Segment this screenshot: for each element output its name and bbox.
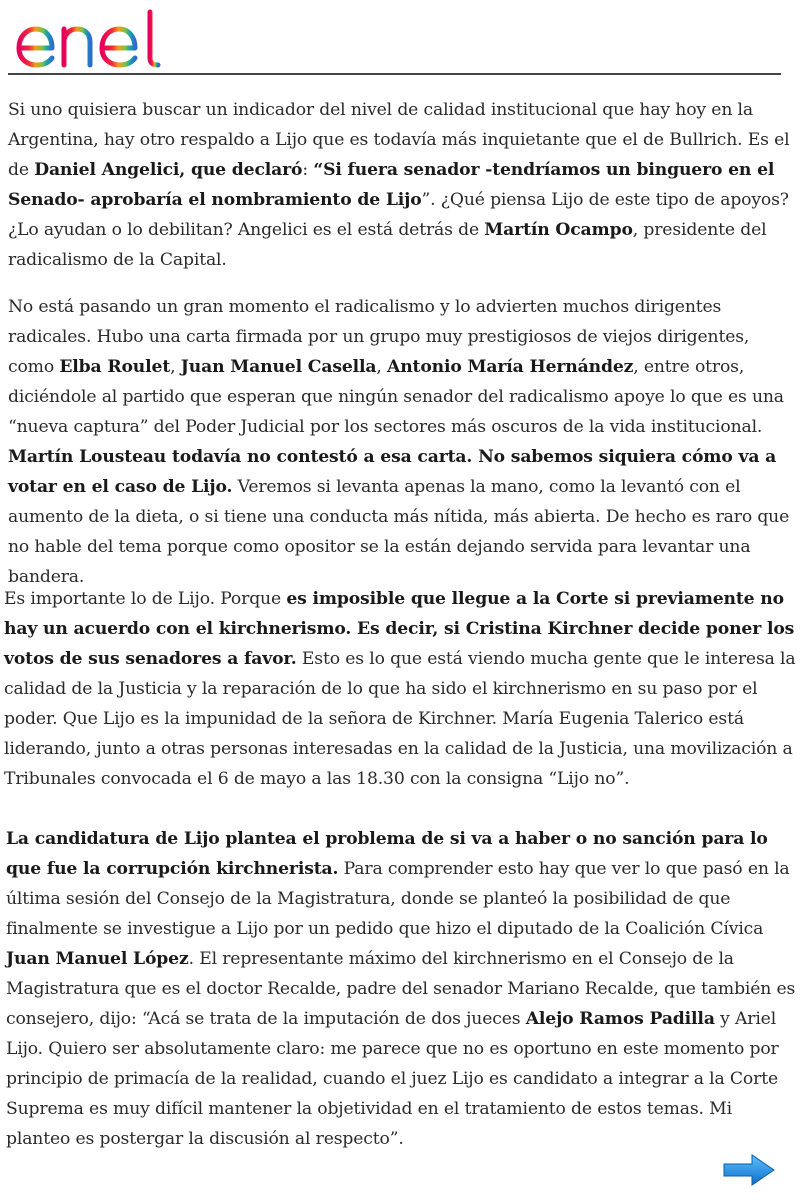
enel-logo[interactable] xyxy=(14,8,179,74)
next-page-button[interactable] xyxy=(722,1152,776,1188)
article-paragraph-2: No está pasando un gran momento el radicalismo y lo advierten muchos dirigentes radicales. Hubo una carta firmada por un grupo muy prestigiosos de viejos dirigentes, como Elba Roulet, Juan Manuel Casella, Antonio María Hernández, entre otros, diciéndole al partido que esperan que ningún senador del radicalismo apoye lo que es una “nueva captura” del Poder Judicial por los sectores más oscuros de la vida institucional. Martín Lousteau todavía no contestó a esa carta. No sabemos siquiera cómo va a votar en el caso de Lijo. Veremos si levanta apenas la mano, como la levantó con el aumento de la dieta, o si tiene una conducta más nítida, más abierta. De hecho es raro que no hable del tema porque como opositor se la están dejando servida para levantar una bandera. xyxy=(8,297,790,587)
enel-logo-icon xyxy=(14,8,179,70)
article-paragraph-1: Si uno quisiera buscar un indicador del nivel de calidad institucional que hay hoy en la Argentina, hay otro respaldo a Lijo que es todavía más inquietante que el de Bullrich. Es el de Daniel Angelici, que declaró: “Si fuera senador -tendríamos un binguero en el Senado- aprobaría el nombramiento de Lijo”. ¿Qué piensa Lijo de este tipo de apoyos? ¿Lo ayudan o lo debilitan? Angelici es el está detrás de Martín Ocampo, presidente del radicalismo de la Capital. xyxy=(8,100,790,270)
header xyxy=(0,0,800,80)
article-paragraph-4: La candidatura de Lijo plantea el problema de si va a haber o no sanción para lo que fue la corrupción kirchnerista. Para comprender esto hay que ver lo que pasó en la última sesión del Consejo de la Magistratura, donde se planteó la posibilidad de que finalmente se investigue a Lijo por un pedido que hizo el diputado de la Coalición Cívica Juan Manuel López. El representante máximo del kirchnerismo en el Consejo de la Magistratura que es el doctor Recalde, padre del senador Mariano Recalde, que también es consejero, dijo: “Acá se trata de la imputación de dos jueces Alejo Ramos Padilla y Ariel Lijo. Quiero ser absolutamente claro: me parece que no es oportuno en este momento por principio de primacía de la realidad, cuando el juez Lijo es candidato a integrar a la Corte Suprema es muy difícil mantener la objetividad en el tratamiento de estos temas. Mi planteo es postergar la discusión al respecto”. xyxy=(6,829,796,1149)
article-paragraph-3: Es importante lo de Lijo. Porque es imposible que llegue a la Corte si previamente no hay un acuerdo con el kirchnerismo. Es decir, si Cristina Kirchner decide poner los votos de sus senadores a favor. Esto es lo que está viendo mucha gente que le interesa la calidad de la Justicia y la reparación de lo que ha sido el kirchnerismo en su paso por el poder. Que Lijo es la impunidad de la señora de Kirchner. María Eugenia Talerico está liderando, junto a otras personas interesadas en la calidad de la Justicia, una movilización a Tribunales convocada el 6 de mayo a las 18.30 con la consigna “Lijo no”. xyxy=(4,589,796,789)
header-divider xyxy=(8,73,781,75)
arrow-right-icon xyxy=(722,1152,776,1188)
